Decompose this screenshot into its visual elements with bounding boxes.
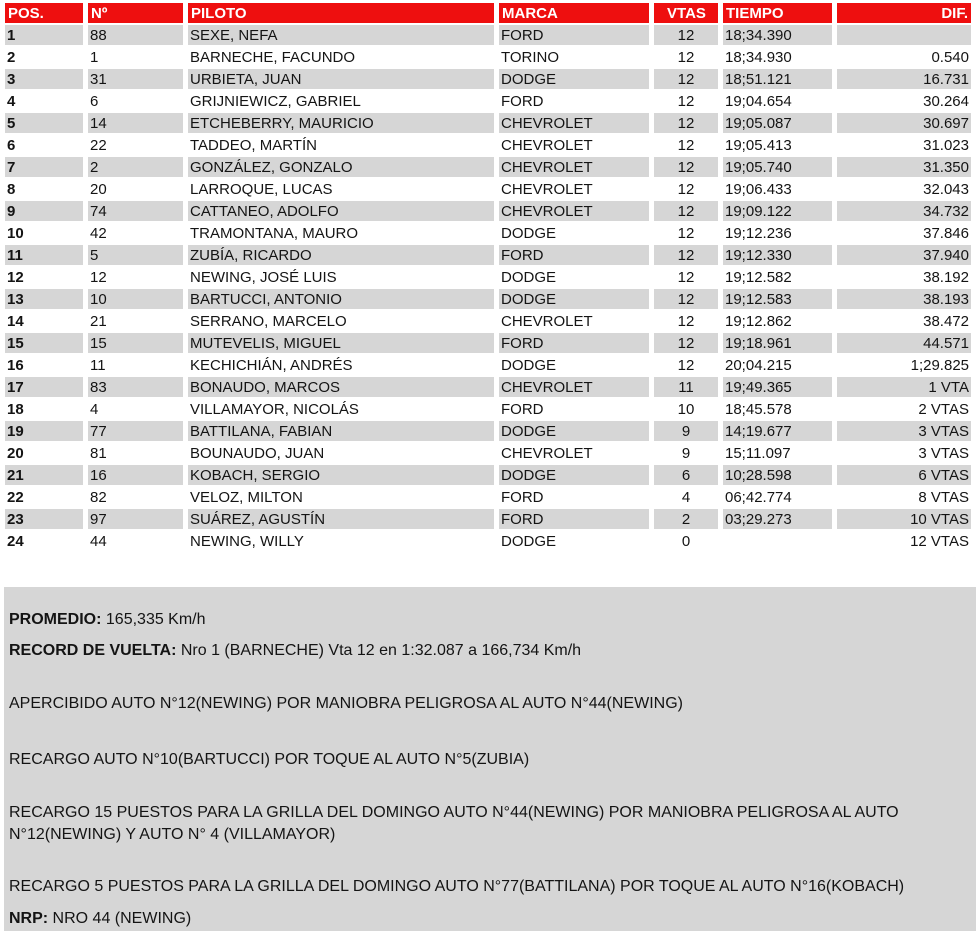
cell-dif: 38.192	[837, 267, 971, 287]
cell-marca: FORD	[499, 25, 649, 45]
cell-dif: 2 VTAS	[837, 399, 971, 419]
cell-vtas: 2	[654, 509, 718, 529]
column-header-tiempo: TIEMPO	[723, 3, 832, 23]
cell-marca: DODGE	[499, 267, 649, 287]
table-row	[5, 443, 971, 463]
cell-marca: TORINO	[499, 47, 649, 67]
cell-vtas: 9	[654, 421, 718, 441]
cell-piloto: ZUBÍA, RICARDO	[188, 245, 494, 265]
table-row	[5, 399, 971, 419]
cell-num: 74	[88, 201, 183, 221]
cell-piloto: TRAMONTANA, MAURO	[188, 223, 494, 243]
cell-marca: FORD	[499, 399, 649, 419]
table-row	[5, 487, 971, 507]
cell-piloto: VELOZ, MILTON	[188, 487, 494, 507]
cell-marca: FORD	[499, 487, 649, 507]
cell-marca: CHEVROLET	[499, 113, 649, 133]
cell-tiempo: 19;09.122	[723, 201, 832, 221]
table-row	[5, 311, 971, 331]
table-row	[5, 179, 971, 199]
column-header-dif: DIF.	[837, 3, 971, 23]
cell-tiempo: 18;34.930	[723, 47, 832, 67]
cell-pos: 15	[5, 333, 83, 353]
column-header-vtas: VTAS	[654, 3, 718, 23]
cell-vtas: 6	[654, 465, 718, 485]
cell-vtas: 12	[654, 289, 718, 309]
cell-dif: 3 VTAS	[837, 421, 971, 441]
cell-dif: 12 VTAS	[837, 531, 971, 551]
cell-num: 1	[88, 47, 183, 67]
cell-tiempo: 19;12.236	[723, 223, 832, 243]
cell-piloto: SERRANO, MARCELO	[188, 311, 494, 331]
cell-dif: 38.472	[837, 311, 971, 331]
cell-marca: CHEVROLET	[499, 311, 649, 331]
cell-num: 20	[88, 179, 183, 199]
cell-piloto: KECHICHIÁN, ANDRÉS	[188, 355, 494, 375]
cell-tiempo: 03;29.273	[723, 509, 832, 529]
record-line	[9, 640, 970, 662]
cell-tiempo: 19;12.330	[723, 245, 832, 265]
cell-pos: 21	[5, 465, 83, 485]
cell-vtas: 12	[654, 135, 718, 155]
cell-dif: 31.350	[837, 157, 971, 177]
cell-tiempo: 19;18.961	[723, 333, 832, 353]
cell-tiempo: 18;51.121	[723, 69, 832, 89]
cell-marca: DODGE	[499, 421, 649, 441]
cell-dif: 38.193	[837, 289, 971, 309]
cell-pos: 24	[5, 531, 83, 551]
cell-marca: CHEVROLET	[499, 377, 649, 397]
cell-dif: 6 VTAS	[837, 465, 971, 485]
cell-piloto: TADDEO, MARTÍN	[188, 135, 494, 155]
cell-dif: 34.732	[837, 201, 971, 221]
cell-piloto: NEWING, JOSÉ LUIS	[188, 267, 494, 287]
cell-marca: DODGE	[499, 223, 649, 243]
cell-num: 6	[88, 91, 183, 111]
cell-dif: 30.697	[837, 113, 971, 133]
cell-tiempo: 10;28.598	[723, 465, 832, 485]
cell-tiempo: 20;04.215	[723, 355, 832, 375]
cell-tiempo: 19;12.582	[723, 267, 832, 287]
cell-num: 42	[88, 223, 183, 243]
cell-vtas: 12	[654, 25, 718, 45]
cell-dif: 1;29.825	[837, 355, 971, 375]
cell-marca: CHEVROLET	[499, 135, 649, 155]
cell-dif: 16.731	[837, 69, 971, 89]
cell-piloto: GRIJNIEWICZ, GABRIEL	[188, 91, 494, 111]
cell-pos: 7	[5, 157, 83, 177]
cell-num: 12	[88, 267, 183, 287]
cell-marca: DODGE	[499, 69, 649, 89]
cell-vtas: 12	[654, 245, 718, 265]
cell-piloto: KOBACH, SERGIO	[188, 465, 494, 485]
cell-dif: 10 VTAS	[837, 509, 971, 529]
cell-num: 2	[88, 157, 183, 177]
cell-num: 82	[88, 487, 183, 507]
cell-dif: 37.846	[837, 223, 971, 243]
table-row	[5, 421, 971, 441]
cell-num: 21	[88, 311, 183, 331]
cell-marca: DODGE	[499, 355, 649, 375]
record-label: RECORD DE VUELTA:	[9, 642, 177, 659]
cell-dif: 37.940	[837, 245, 971, 265]
cell-dif: 31.023	[837, 135, 971, 155]
cell-num: 14	[88, 113, 183, 133]
table-row	[5, 223, 971, 243]
cell-num: 16	[88, 465, 183, 485]
cell-vtas: 9	[654, 443, 718, 463]
cell-pos: 5	[5, 113, 83, 133]
promedio-label: PROMEDIO:	[9, 611, 102, 628]
cell-piloto: MUTEVELIS, MIGUEL	[188, 333, 494, 353]
cell-num: 4	[88, 399, 183, 419]
cell-piloto: BONAUDO, MARCOS	[188, 377, 494, 397]
cell-marca: DODGE	[499, 289, 649, 309]
table-row	[5, 509, 971, 529]
cell-pos: 16	[5, 355, 83, 375]
cell-piloto: LARROQUE, LUCAS	[188, 179, 494, 199]
table-row	[5, 355, 971, 375]
cell-tiempo: 19;06.433	[723, 179, 832, 199]
cell-pos: 11	[5, 245, 83, 265]
cell-vtas: 10	[654, 399, 718, 419]
cell-dif: 0.540	[837, 47, 971, 67]
table-row	[5, 201, 971, 221]
table-row	[5, 157, 971, 177]
record-value: Nro 1 (BARNECHE) Vta 12 en 1:32.087 a 166,734 Km/h	[176, 642, 582, 659]
cell-dif: 1 VTA	[837, 377, 971, 397]
column-header-marca: MARCA	[499, 3, 649, 23]
cell-piloto: CATTANEO, ADOLFO	[188, 201, 494, 221]
cell-num: 22	[88, 135, 183, 155]
cell-piloto: BARTUCCI, ANTONIO	[188, 289, 494, 309]
cell-pos: 3	[5, 69, 83, 89]
cell-dif: 3 VTAS	[837, 443, 971, 463]
cell-dif: 30.264	[837, 91, 971, 111]
cell-dif	[837, 25, 971, 45]
table-row	[5, 69, 971, 89]
cell-tiempo: 18;34.390	[723, 25, 832, 45]
cell-tiempo: 19;04.654	[723, 91, 832, 111]
race-results-table	[0, 1, 976, 553]
table-row	[5, 91, 971, 111]
cell-pos: 19	[5, 421, 83, 441]
note-recargo-toque: RECARGO AUTO N°10(BARTUCCI) POR TOQUE AL AUTO N°5(ZUBIA)	[9, 751, 530, 768]
race-notes-panel	[4, 587, 976, 931]
cell-pos: 8	[5, 179, 83, 199]
cell-vtas: 0	[654, 531, 718, 551]
cell-vtas: 12	[654, 311, 718, 331]
cell-marca: CHEVROLET	[499, 443, 649, 463]
cell-piloto: BOUNAUDO, JUAN	[188, 443, 494, 463]
table-row	[5, 135, 971, 155]
cell-vtas: 12	[654, 355, 718, 375]
nrp-label: NRP:	[9, 910, 49, 927]
cell-tiempo: 19;05.087	[723, 113, 832, 133]
cell-num: 10	[88, 289, 183, 309]
cell-piloto: SUÁREZ, AGUSTÍN	[188, 509, 494, 529]
table-row	[5, 377, 971, 397]
cell-pos: 10	[5, 223, 83, 243]
cell-tiempo: 19;12.862	[723, 311, 832, 331]
column-header-pos: POS.	[5, 3, 83, 23]
promedio-line	[9, 587, 970, 631]
cell-num: 44	[88, 531, 183, 551]
cell-vtas: 12	[654, 201, 718, 221]
cell-vtas: 12	[654, 113, 718, 133]
cell-vtas: 11	[654, 377, 718, 397]
cell-vtas: 12	[654, 69, 718, 89]
cell-num: 83	[88, 377, 183, 397]
cell-vtas: 4	[654, 487, 718, 507]
table-row	[5, 267, 971, 287]
cell-tiempo: 19;49.365	[723, 377, 832, 397]
nrp-value: NRO 44 (NEWING)	[48, 910, 192, 927]
cell-tiempo: 15;11.097	[723, 443, 832, 463]
cell-marca: FORD	[499, 91, 649, 111]
cell-num: 81	[88, 443, 183, 463]
cell-vtas: 12	[654, 267, 718, 287]
cell-vtas: 12	[654, 47, 718, 67]
column-header-piloto: PILOTO	[188, 3, 494, 23]
cell-vtas: 12	[654, 333, 718, 353]
cell-marca: FORD	[499, 509, 649, 529]
cell-num: 97	[88, 509, 183, 529]
cell-pos: 22	[5, 487, 83, 507]
cell-pos: 12	[5, 267, 83, 287]
cell-pos: 2	[5, 47, 83, 67]
cell-vtas: 12	[654, 223, 718, 243]
cell-marca: DODGE	[499, 531, 649, 551]
cell-tiempo: 19;05.740	[723, 157, 832, 177]
cell-dif: 32.043	[837, 179, 971, 199]
column-header-num: Nº	[88, 3, 183, 23]
promedio-value: 165,335 Km/h	[101, 611, 206, 628]
cell-tiempo: 14;19.677	[723, 421, 832, 441]
cell-pos: 1	[5, 25, 83, 45]
table-row	[5, 25, 971, 45]
cell-piloto: BATTILANA, FABIAN	[188, 421, 494, 441]
cell-marca: CHEVROLET	[499, 179, 649, 199]
cell-num: 88	[88, 25, 183, 45]
nrp-line	[9, 908, 970, 930]
note-apercibido: APERCIBIDO AUTO N°12(NEWING) POR MANIOBRA PELIGROSA AL AUTO N°44(NEWING)	[9, 695, 683, 712]
table-row	[5, 465, 971, 485]
cell-piloto: VILLAMAYOR, NICOLÁS	[188, 399, 494, 419]
cell-pos: 4	[5, 91, 83, 111]
cell-tiempo: 18;45.578	[723, 399, 832, 419]
table-row	[5, 113, 971, 133]
cell-marca: CHEVROLET	[499, 157, 649, 177]
results-table-body	[5, 25, 971, 551]
table-row	[5, 245, 971, 265]
cell-tiempo	[723, 531, 832, 551]
cell-tiempo: 06;42.774	[723, 487, 832, 507]
table-row	[5, 289, 971, 309]
cell-tiempo: 19;12.583	[723, 289, 832, 309]
cell-piloto: BARNECHE, FACUNDO	[188, 47, 494, 67]
cell-num: 11	[88, 355, 183, 375]
cell-piloto: GONZÁLEZ, GONZALO	[188, 157, 494, 177]
cell-dif: 44.571	[837, 333, 971, 353]
cell-pos: 13	[5, 289, 83, 309]
cell-pos: 6	[5, 135, 83, 155]
cell-pos: 18	[5, 399, 83, 419]
cell-pos: 23	[5, 509, 83, 529]
note-recargo-5-puestos: RECARGO 5 PUESTOS PARA LA GRILLA DEL DOMINGO AUTO N°77(BATTILANA) POR TOQUE AL AUTO N°16(KOBACH)	[9, 878, 905, 895]
cell-vtas: 12	[654, 157, 718, 177]
results-table-header	[5, 3, 971, 23]
table-row	[5, 333, 971, 353]
cell-piloto: NEWING, WILLY	[188, 531, 494, 551]
table-row	[5, 531, 971, 551]
cell-piloto: ETCHEBERRY, MAURICIO	[188, 113, 494, 133]
cell-vtas: 12	[654, 179, 718, 199]
cell-num: 77	[88, 421, 183, 441]
cell-marca: DODGE	[499, 465, 649, 485]
cell-piloto: URBIETA, JUAN	[188, 69, 494, 89]
cell-marca: FORD	[499, 245, 649, 265]
cell-marca: CHEVROLET	[499, 201, 649, 221]
cell-marca: FORD	[499, 333, 649, 353]
table-row	[5, 47, 971, 67]
cell-pos: 14	[5, 311, 83, 331]
cell-dif: 8 VTAS	[837, 487, 971, 507]
cell-tiempo: 19;05.413	[723, 135, 832, 155]
cell-vtas: 12	[654, 91, 718, 111]
header-row	[5, 3, 971, 23]
cell-num: 15	[88, 333, 183, 353]
cell-pos: 9	[5, 201, 83, 221]
note-recargo-15-puestos: RECARGO 15 PUESTOS PARA LA GRILLA DEL DOMINGO AUTO N°44(NEWING) POR MANIOBRA PELIGROSA AL AUTO N°12(NEWING) Y AUTO N° 4 (VILLAMAYOR)	[9, 804, 899, 843]
cell-pos: 17	[5, 377, 83, 397]
cell-pos: 20	[5, 443, 83, 463]
cell-num: 5	[88, 245, 183, 265]
cell-piloto: SEXE, NEFA	[188, 25, 494, 45]
cell-num: 31	[88, 69, 183, 89]
